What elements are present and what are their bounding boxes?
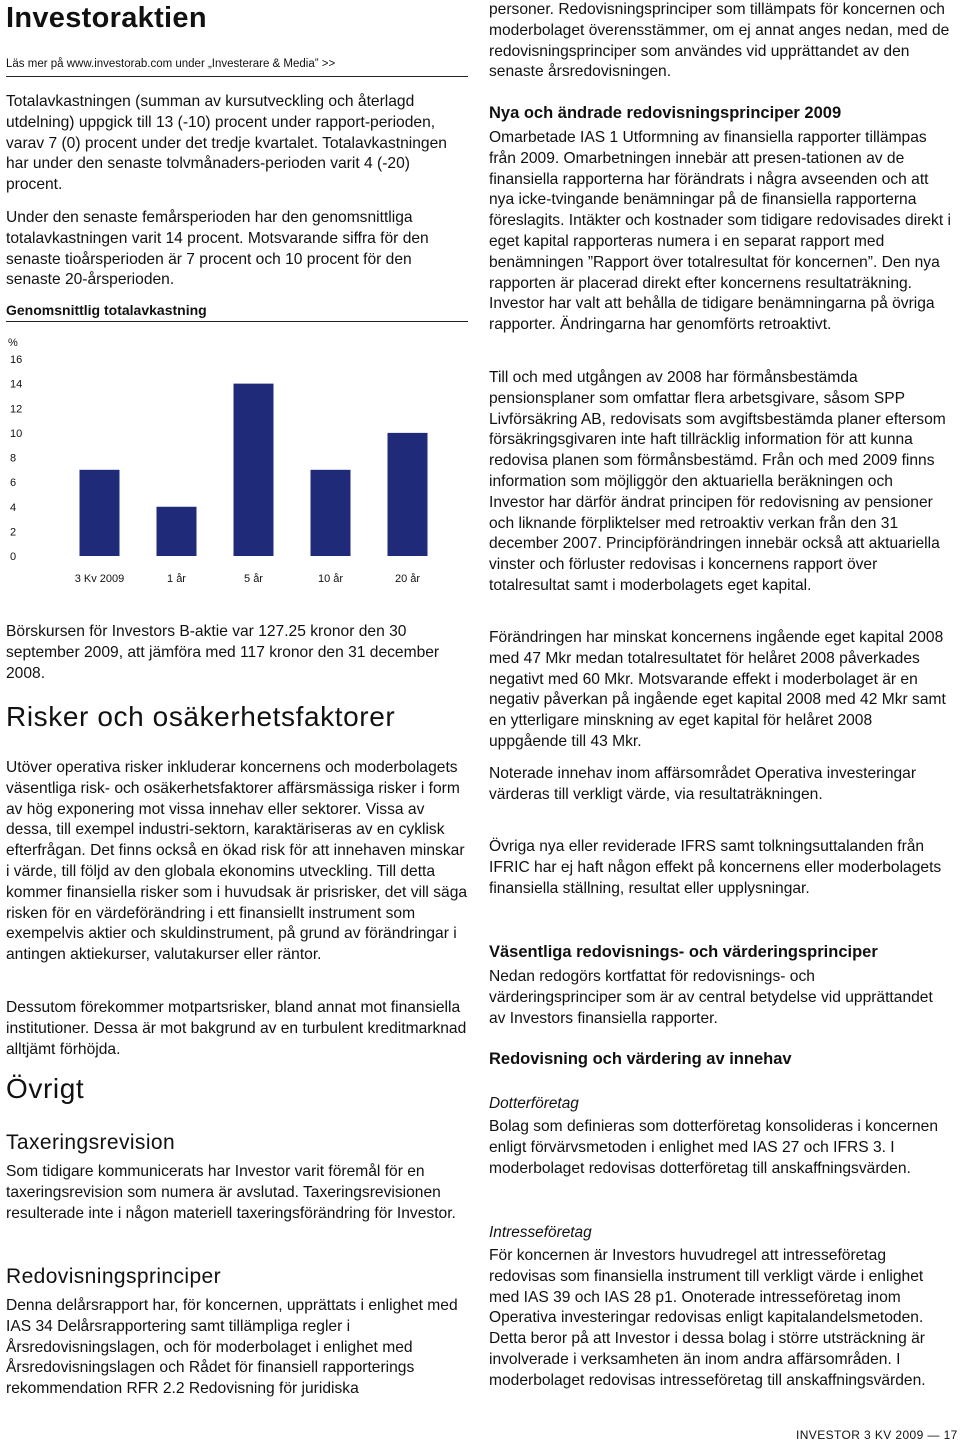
x-tick-label: 1 år [167, 573, 186, 585]
page-footer: INVESTOR 3 KV 2009 — 17 [796, 1428, 958, 1442]
paragraph-share-price: Börskursen för Investors B-aktie var 127.25 kronor den 30 september 2009, att jämföra med 117 kronor den 31 december 2008. [6, 623, 440, 682]
heading-risks: Risker och osäkerhetsfaktorer [6, 701, 396, 732]
y-axis-unit-label: % [8, 337, 18, 349]
paragraph-accounting-principles: Denna delårsrapport har, för koncernen, upprättats i enlighet med IAS 34 Delårsrapportering samt tillämpliga regler i Årsredovisningslagen, och för moderbolaget i enlighet med Årsredovisningslagen och Rådet för finansiell rapporterings rekommendation RFR 2.2 Redovisning för juridiska [6, 1297, 458, 1398]
subheading-associates: Intresseföretag [489, 1224, 592, 1241]
paragraph-ifrs: Övriga nya eller reviderade IFRS samt tolkningsuttalanden från IFRIC har ej haft någon effekt på koncernens eller moderbolagets finansiella ställning, resultat eller upplysningar. [489, 838, 942, 897]
chart-bar [80, 470, 120, 556]
y-tick-label: 4 [10, 501, 17, 514]
paragraph-average-return: Under den senaste femårsperioden har den genomsnittliga totalavkastningen varit 14 procent. Motsvarande siffra för den senaste tioårsperioden är 7 procent och 10 procent för den senaste 20-årsperioden. [6, 209, 429, 289]
paragraph-risks: Utöver operativa risker inkluderar koncernens och moderbolagets väsentliga risk- och osäkerhetsfaktorer affärsmässiga risker i form av hög exponering mot vissa innehav eller sektorer. Vissa av dessa, till exempel industri-sektorn, karaktäriseras av en cyklisk efterfrågan. Det finns också en ökad risk för att innehaven minskar i värde, till följd av den globala ekonomins utveckling. Till detta kommer finansiella risker som i huvudsak är prisrisker, det vill säga risken för en värdeförändring i ett finansiellt instrument som exempelvis aktier och skuldinstrument, på grund av förändringar i antingen aktiekurser, valutakurser eller räntor. [6, 759, 468, 964]
subheading-subsidiaries: Dotterföretag [489, 1095, 579, 1112]
y-tick-label: 10 [10, 427, 23, 440]
chart-bar [157, 507, 197, 556]
chart-title: Genomsnittlig totalavkastning [6, 302, 207, 318]
heading-holdings: Redovisning och värdering av innehav [489, 1050, 792, 1068]
paragraph-legal-entities: personer. Redovisningsprinciper som tillämpats för koncernen och moderbolaget överensstämmer, om ej annat anges nedan, med de redovisningsprinciper som användes vid upprättandet av den senaste årsredovisningen. [489, 1, 950, 81]
paragraph-pensions: Till och med utgången av 2008 har förmånsbestämda pensionsplaner som omfattar flera arbetsgivare, såsom SPP Livförsäkring AB, redovisats som avgiftsbestämda planer eftersom försäkringsgivaren inte haft tillräcklig information för att kunna redovisa planen som förmånsbestämd. Från och med 2009 finns information som möjliggör den aktuariella beräkningen och Investor har därför ändrat principen för redovisning av pensioner och liknande förpliktelser med retroaktiv verkan från den 31 december 2007. Principförändringen innebär också att aktuariella vinster och förluster redovisas i koncernens rapport över totalresultat samt i moderbolagets eget kapital. [489, 369, 946, 594]
paragraph-ias1: Omarbetade IAS 1 Utformning av finansiella rapporter tillämpas från 2009. Omarbetningen innebär att presen-tationen av de finansiella rapporterna har förändrats i några avseenden och att nya icke-tvingande benämningar på de finansiella rapporterna föreslagits. Intäkter och kostnader som tidigare redovisades direkt i eget kapital rapporteras numera i en separat rapport med benämningen ”Rapport över totalresultat för koncernen”. Den nya rapporten är placerad direkt efter koncernens resultaträkning. Investor har valt att behålla de tidigare benämningarna på övriga rapporter. Ändringarna har genomförts retroaktivt. [489, 129, 951, 334]
y-tick-label: 8 [10, 452, 17, 465]
x-tick-label: 3 Kv 2009 [74, 573, 125, 585]
average-return-chart [6, 332, 468, 592]
paragraph-valuation-intro: Nedan redogörs kortfattat för redovisnings- och värderingsprinciper som är av central betydelse vid upprättandet av Investors finansiella rapporter. [489, 968, 933, 1027]
paragraph-tax-audit: Som tidigare kommunicerats har Investor varit föremål för en taxeringsrevision som numera är avslutad. Taxeringsrevisionen resulterade inte i någon materiell taxeringsförändring för Investor. [6, 1163, 456, 1222]
heading-tax-audit: Taxeringsrevision [6, 1131, 176, 1154]
x-tick-label: 20 år [394, 573, 421, 585]
y-tick-label: 6 [10, 477, 17, 490]
paragraph-subsidiaries: Bolag som definieras som dotterföretag konsolideras i koncernen enligt förvärvsmetoden i enlighet med IAS 27 och IFRS 3. I moderbolaget redovisas dotterföretag till anskaffningsvärden. [489, 1118, 938, 1177]
chart-bar [234, 384, 274, 556]
paragraph-counterparty-risk: Dessutom förekommer motpartsrisker, bland annat mot finansiella institutioner. Dessa är mot bakgrund av en turbulent kreditmarknad alltjämt förhöjda. [6, 999, 467, 1058]
paragraph-total-return: Totalavkastningen (summan av kursutveckling och återlagd utdelning) uppgick till 13 (-10) procent under rapport-perioden, varav 7 (0) procent under det tredje kvartalet. Totalavkastningen har under den senaste tolvmånaders-perioden varit 4 (-20) procent. [6, 93, 447, 194]
heading-accounting-principles: Redovisningsprinciper [6, 1265, 222, 1288]
chart-bar [388, 433, 428, 556]
heading-new-principles: Nya och ändrade redovisningsprinciper 2009 [489, 104, 842, 122]
heading-valuation-principles: Väsentliga redovisnings- och värderingsprinciper [489, 943, 878, 961]
heading-ovrigt: Övrigt [6, 1073, 85, 1104]
chart-divider [6, 321, 468, 322]
page-title: Investoraktien [6, 2, 207, 34]
read-more-link[interactable]: Läs mer på www.investorab.com under „Investerare & Media” >> [6, 58, 336, 70]
paragraph-associates: För koncernen är Investors huvudregel att intresseföretag redovisas som finansiella instrument till verkligt värde i enlighet med IAS 39 och IAS 28 p1. Onoterade intresseföretag inom Operativa investeringar redovisas enligt kapitalandelsmetoden. Detta beror på att Investor i dessa bolag i större utsträckning är involverade i verksamheten än inom andra affärsområden. I moderbolaget redovisas intresseföretag till anskaffningsvärden. [489, 1247, 926, 1389]
paragraph-listed-holdings: Noterade innehav inom affärsområdet Operativa investeringar värderas till verkligt värde, via resultaträkningen. [489, 765, 917, 803]
y-tick-label: 16 [10, 354, 23, 366]
title-divider [6, 76, 468, 77]
y-tick-label: 14 [10, 378, 23, 391]
y-tick-label: 2 [10, 526, 17, 539]
y-tick-label: 0 [10, 551, 17, 563]
chart-bar [311, 470, 351, 556]
y-tick-label: 12 [10, 403, 23, 416]
x-tick-label: 5 år [244, 573, 263, 585]
paragraph-equity-effect: Förändringen har minskat koncernens ingående eget kapital 2008 med 47 Mkr medan totalresultatet för helåret 2008 påverkades negativt med 60 Mkr. Motsvarande effekt i moderbolaget är en negativ påverkan på ingående eget kapital 2008 med 42 Mkr samt en ytterligare minskning av eget kapital för helåret 2008 uppgående till 43 Mkr. [489, 629, 946, 750]
x-tick-label: 10 år [317, 573, 344, 585]
